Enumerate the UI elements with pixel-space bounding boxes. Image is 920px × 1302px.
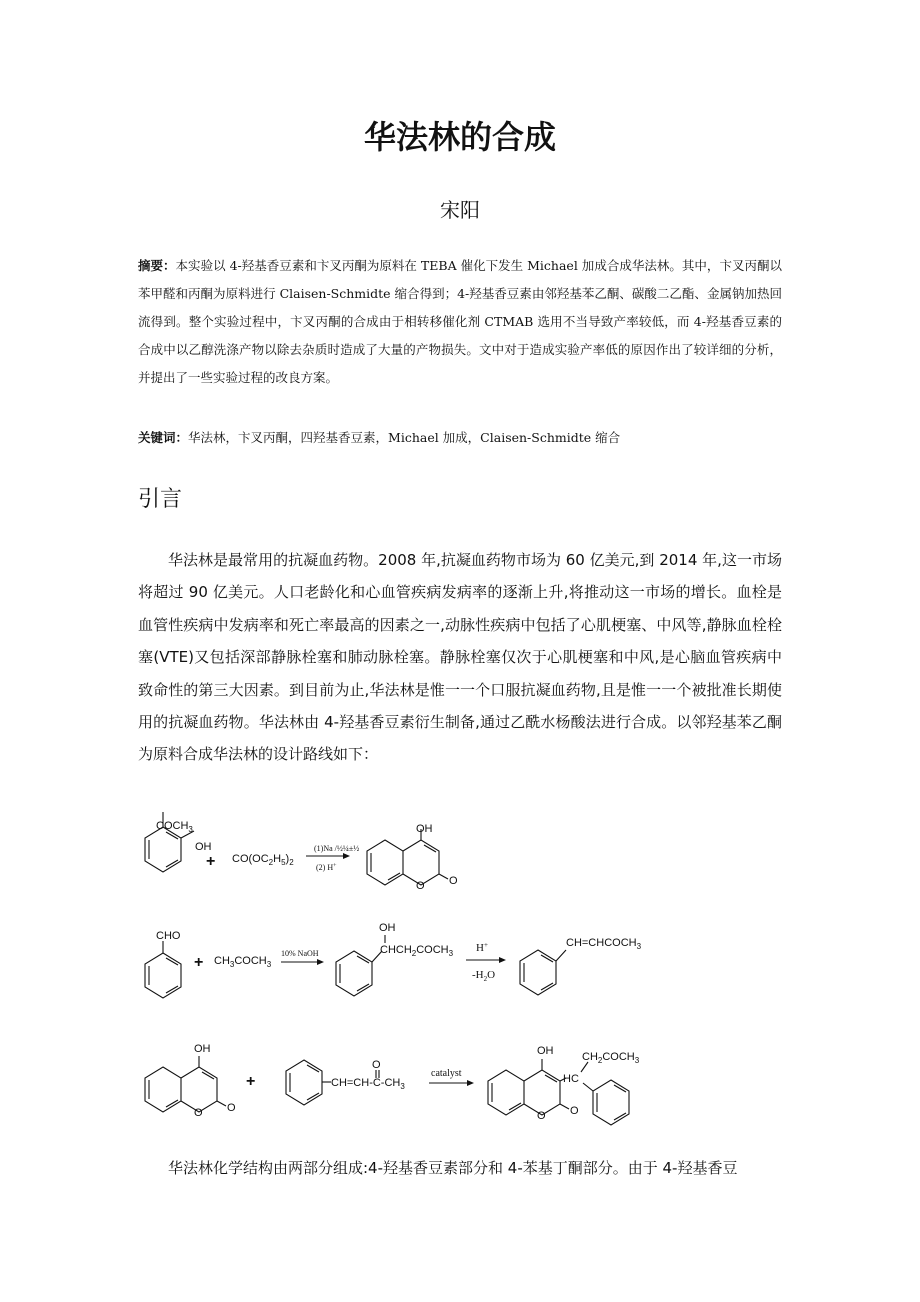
abstract-label: 摘要： xyxy=(138,258,176,273)
reactant-hydroxyl: OH xyxy=(194,1043,211,1055)
paper-title: 华法林的合成 xyxy=(363,118,556,156)
pyranone-ring xyxy=(181,1067,217,1112)
pyranone-ring xyxy=(524,1070,560,1115)
benzalacetone-reactant-structure xyxy=(286,1059,405,1105)
diethyl-carbonate: $CO(OC_2H_5)_2$ xyxy=(232,853,294,867)
hydroxyacetophenone-structure xyxy=(145,812,212,872)
intro-paragraph: 华法林是最常用的抗凝血药物。2008 年,抗凝血药物市场为 60 亿美元,到 2014 年,这一市场将超过 90 亿美元。人口老龄化和心血管疾病发病率的逐渐上升,将推动这一市场的增长。血栓是血管性疾病中发病率和死亡率最高的因素之一,动脉性疾病中包括了心肌梗塞、中风等,静脉血栓栓塞(VTE)又包括深部静脉栓塞和肺动脉栓塞。静脉栓塞仅次于心肌梗塞和中风,是心脑血管疾病中致命性的第三大因素。到目前为止,华法林是惟一一个口服抗凝血药物,且是惟一一个被批准长期使用的抗凝血药物。华法林由 4-羟基香豆素衍生制备,通过乙酰水杨酸法进行合成。以邻羟基苯乙酮为原料合成华法林的设计路线如下： xyxy=(138,551,782,764)
keywords-text: 华法林，卞叉丙酮，四羟基香豆素，Michael 加成，Claisen-Schmidte 缩合 xyxy=(188,430,621,445)
benzene-ring xyxy=(286,1060,322,1105)
abstract-text: 本实验以 4-羟基香豆素和卞叉丙酮为原料在 TEBA 催化下发生 Michael 加成合成华法林。其中，卞叉丙酮以苯甲醛和丙酮为原料进行 Claisen-Schmidte 缩合得到；4-羟基香豆素由邻羟基苯乙酮、碳酸二乙酯、金属钠加热回流得到。整个实验过程中，卞叉丙酮的合成由于相转移催化剂 CTMAB 选用不当导致产率较低，而 4-羟基香豆素的合成中以乙醇洗涤产物以除去杂质时造成了大量的产物损失。文中对于造成实验产率低的原因作出了较详细的分析，并提出了一些实验过程的改良方案。 xyxy=(138,258,782,385)
intermediate-hydroxyl: OH xyxy=(379,922,396,934)
product-carbonyl-oxygen: O xyxy=(570,1105,579,1117)
product-hydroxyl: OH xyxy=(416,823,433,835)
benzene-ring xyxy=(520,950,556,995)
reaction-arrow xyxy=(306,844,359,872)
hydroxycoumarin-structure xyxy=(367,823,458,892)
enone-chain: $CH=CH-C-CH_3$ xyxy=(331,1077,405,1091)
benzene-ring xyxy=(336,951,372,996)
reaction-2 xyxy=(145,922,642,998)
ring-oxygen: O xyxy=(416,880,425,892)
benzene-ring xyxy=(145,953,181,998)
hydroxycoumarin-reactant-structure xyxy=(145,1043,236,1119)
acetone: $CH_3COCH_3$ xyxy=(214,955,272,969)
benzo-ring xyxy=(488,1070,524,1115)
warfarin-structure xyxy=(488,1045,640,1125)
product-hydroxyl: OH xyxy=(537,1045,554,1057)
benzo-ring xyxy=(145,1067,181,1112)
second-paragraph: 华法林化学结构由两部分组成:4-羟基香豆素部分和 4-苯基丁酮部分。由于 4-羟基香豆 xyxy=(168,1159,738,1177)
intermediate-chain: $CHCH_2COCH_3$ xyxy=(380,944,454,958)
section-heading: 引言 xyxy=(138,487,183,512)
methine-label: HC xyxy=(563,1073,579,1085)
ring-oxygen: O xyxy=(194,1107,203,1119)
catalyst-label: catalyst xyxy=(431,1068,462,1079)
benzalacetone-structure xyxy=(520,937,642,995)
plus-sign: + xyxy=(206,853,216,870)
benzaldehyde-structure xyxy=(145,930,181,998)
side-chain: $CH_2COCH_3$ xyxy=(582,1051,640,1065)
plus-sign: + xyxy=(246,1073,256,1090)
product-ring-oxygen: O xyxy=(537,1110,546,1122)
reaction-3 xyxy=(145,1043,640,1125)
benzene-ring xyxy=(145,827,181,872)
reaction-arrow xyxy=(429,1068,474,1086)
author-name: 宋阳 xyxy=(440,198,480,222)
aldol-intermediate-structure xyxy=(336,922,454,996)
carbonyl-oxygen: O xyxy=(227,1102,236,1114)
arrow-condition-top: (1)Na /½¼±½ xyxy=(314,844,360,853)
phenyl-ring xyxy=(593,1080,629,1125)
arrow-condition-bottom: (2) H+ xyxy=(316,863,337,872)
acetyl-label: $COCH_3$ xyxy=(156,820,193,834)
reaction-arrow-2 xyxy=(466,941,506,983)
arrow-condition-bottom: $-H_2O$ xyxy=(472,969,496,983)
second-paragraph-container xyxy=(138,1152,782,1184)
hydroxyl-label: OH xyxy=(195,841,212,853)
arrow-condition: 10% NaOH xyxy=(281,949,319,958)
arrow-condition-top: H+ xyxy=(476,941,488,954)
plus-sign: + xyxy=(194,954,204,971)
benzo-ring xyxy=(367,840,403,885)
aldehyde-label: CHO xyxy=(156,930,181,942)
keywords-label: 关键词： xyxy=(138,430,189,445)
reaction-arrow-1 xyxy=(281,949,324,965)
carbonyl-oxygen: O xyxy=(449,875,458,887)
ketone-oxygen: O xyxy=(372,1059,381,1071)
reaction-1 xyxy=(145,812,458,892)
pyranone-ring xyxy=(403,840,439,885)
product-chain: $CH=CHCOCH_3$ xyxy=(566,937,642,951)
